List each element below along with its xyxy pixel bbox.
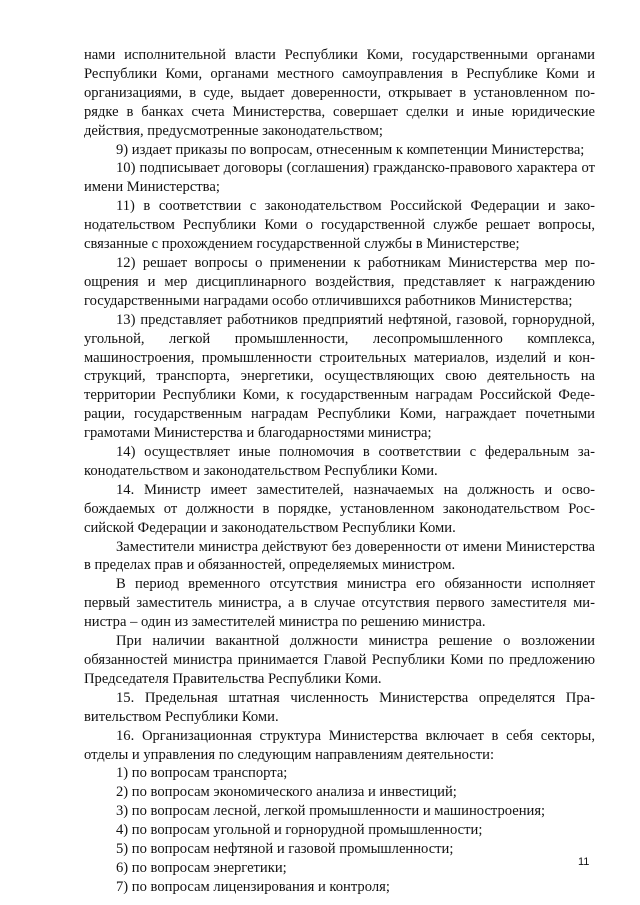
paragraph-item-13: 13) представляет работников предприятий нефтяной, газовой, горнорудной, угольной, легкой промышленности, лесопромышленного комплекса, машиностроения, промышленности строительных материалов, изделий и конструкций, транспорта, энергетики, осуществляющих свою деятельность на территории Республики Коми, к государственным наградам Российской Федерации, государственным наградам Республики Коми, награждает почетными грамотами Министерства и благодарностями министра;	[84, 311, 595, 442]
list-item: 3) по вопросам лесной, легкой промышленности и машиностроения;	[116, 803, 546, 820]
list-item: 7) по вопросам лицензирования и контроля;	[116, 878, 390, 895]
paragraph-deputies: Заместители министра действуют без доверенности от имени Министерства в пределах прав и обязанностей, определяемых министром.	[84, 538, 595, 574]
paragraph-vacancy: При наличии вакантной должности министра решение о возложении обязанностей министра принимается Главой Республики Коми по предложению Председателя Правительства Республики Коми.	[84, 633, 595, 687]
paragraph-continuation: нами исполнительной власти Республики Коми, государственными органами Республики Коми, органами местного самоуправления в Республике Коми и организациями, в суде, выдает доверенности, открывает в установленном порядке в банках счета Министерства, совершает сделки и иные юридические действия, предусмотренные законодательством;	[84, 47, 595, 139]
paragraph-clause-15: 15. Предельная штатная численность Министерства определятся Правительством Республики Коми.	[84, 689, 595, 725]
paragraph-absence: В период временного отсутствия министра его обязанности исполняет первый заместитель министра, а в случае отсутствия первого заместителя министра – один из заместителей министра по решению министра.	[84, 576, 595, 631]
paragraph-item-10: 10) подписывает договоры (соглашения) гражданско-правового характера от имени Министерства;	[84, 160, 595, 196]
paragraph-clause-16: 16. Организационная структура Министерства включает в себя секторы, отделы и управления по следующим направлениям деятельности:	[84, 727, 595, 763]
paragraph-item-14: 14) осуществляет иные полномочия в соответствии с федеральным законодательством и законодательством Республики Коми.	[84, 444, 595, 479]
list-item: 2) по вопросам экономического анализа и инвестиций;	[116, 784, 457, 801]
page-number: 11	[578, 856, 590, 868]
paragraph-item-12: 12) решает вопросы о применении к работникам Министерства мер поощрения и мер дисциплинарного воздействия, представляет к награждению государственными наградами особо отличившихся работников Министерства;	[84, 254, 595, 309]
paragraph-clause-14: 14. Министр имеет заместителей, назначаемых на должность и освобождаемых от должности в порядке, установленном законодательством Российской Федерации и законодательством Республики Коми.	[84, 481, 595, 536]
list-item: 5) по вопросам нефтяной и газовой промышленности;	[116, 841, 454, 858]
document-body	[84, 46, 595, 897]
list-item: 1) по вопросам транспорта;	[116, 765, 288, 782]
list-item: 6) по вопросам энергетики;	[116, 859, 287, 876]
paragraph-item-9: 9) издает приказы по вопросам, отнесенным к компетенции Министерства;	[116, 141, 585, 158]
paragraph-item-11: 11) в соответствии с законодательством Российской Федерации и законодательством Республики Коми о государственной службе решает вопросы, связанные с прохождением государственной службы в Министерстве;	[84, 198, 595, 253]
list-item: 4) по вопросам угольной и горнорудной промышленности;	[116, 822, 483, 839]
